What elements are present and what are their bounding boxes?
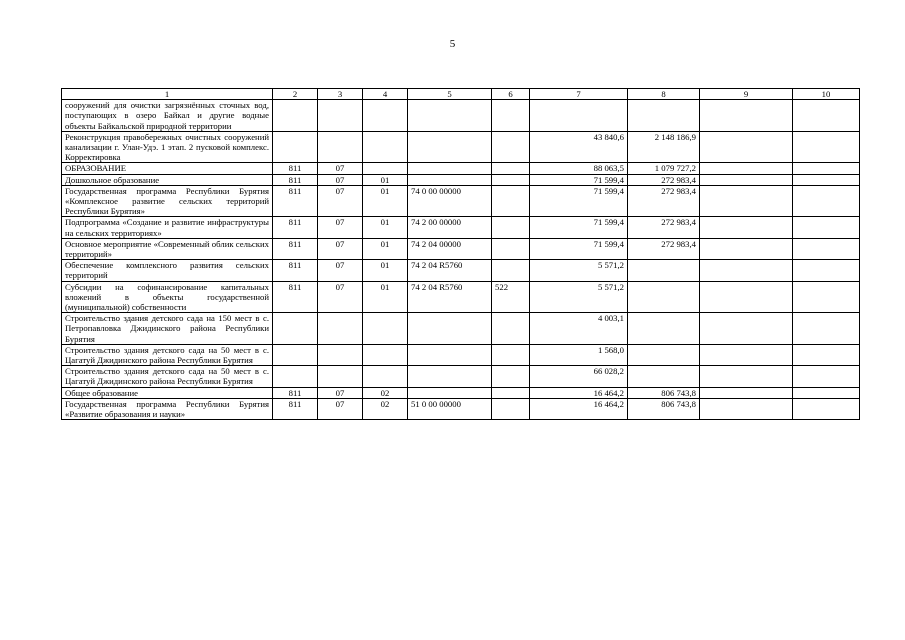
amount-col9-cell <box>700 131 793 163</box>
item-name-cell: Государственная программа Республики Бурятия «Комплексное развитие сельских территорий Республики Бурятия» <box>62 185 273 217</box>
ministry-code-cell <box>273 344 318 365</box>
amount-col9-cell <box>700 185 793 217</box>
amount-col9-cell <box>700 260 793 281</box>
ministry-code-cell: 811 <box>273 260 318 281</box>
section-code-cell <box>318 366 363 387</box>
page-number: 5 <box>449 38 456 50</box>
expense-type-cell <box>492 100 530 132</box>
amount-col9-cell <box>700 281 793 313</box>
header-row <box>62 89 860 100</box>
expense-type-cell <box>492 260 530 281</box>
item-name-cell: Государственная программа Республики Бурятия «Развитие образования и науки» <box>62 398 273 419</box>
ministry-code-cell: 811 <box>273 217 318 238</box>
section-code-cell: 07 <box>318 163 363 174</box>
subsection-code-cell: 01 <box>363 238 408 259</box>
target-article-cell: 74 2 04 R5760 <box>408 281 492 313</box>
item-name-cell: сооружений для очистки загрязнённых сточных вод, поступающих в озеро Байкал и другие водные объекты Байкальской природной территории <box>62 100 273 132</box>
target-article-cell <box>408 100 492 132</box>
subsection-code-cell <box>363 100 408 132</box>
target-article-cell <box>408 366 492 387</box>
column-header: 9 <box>700 89 793 100</box>
target-article-cell <box>408 131 492 163</box>
amount-col7-cell: 16 464,2 <box>530 387 628 398</box>
section-code-cell <box>318 131 363 163</box>
target-article-cell <box>408 387 492 398</box>
section-code-cell: 07 <box>318 387 363 398</box>
amount-col7-cell: 4 003,1 <box>530 313 628 345</box>
table-row <box>62 260 860 281</box>
amount-col7-cell: 1 568,0 <box>530 344 628 365</box>
item-name-cell: Строительство здания детского сада на 150 мест в с. Петропавловка Джидинского района Республики Бурятия <box>62 313 273 345</box>
expense-type-cell <box>492 131 530 163</box>
section-code-cell <box>318 344 363 365</box>
table-row <box>62 281 860 313</box>
section-code-cell: 07 <box>318 281 363 313</box>
expense-type-cell <box>492 398 530 419</box>
amount-col10-cell <box>793 100 860 132</box>
amount-col9-cell <box>700 174 793 185</box>
table-row <box>62 163 860 174</box>
expense-type-cell <box>492 344 530 365</box>
column-header: 7 <box>530 89 628 100</box>
item-name-cell: Реконструкция правобережных очистных сооружений канализации г. Улан-Удэ. 1 этап. 2 пусковой комплекс. Корректировка <box>62 131 273 163</box>
amount-col8-cell: 272 983,4 <box>628 217 700 238</box>
column-header: 3 <box>318 89 363 100</box>
expense-type-cell <box>492 313 530 345</box>
ministry-code-cell: 811 <box>273 185 318 217</box>
section-code-cell: 07 <box>318 217 363 238</box>
item-name-cell: Строительство здания детского сада на 50 мест в с. Цагатуй Джидинского района Республики Бурятия <box>62 344 273 365</box>
item-name-cell: Строительство здания детского сада на 50 мест в с. Цагатуй Джидинского района Республики Бурятия <box>62 366 273 387</box>
amount-col8-cell: 272 983,4 <box>628 174 700 185</box>
amount-col10-cell <box>793 344 860 365</box>
amount-col10-cell <box>793 313 860 345</box>
item-name-cell: Дошкольное образование <box>62 174 273 185</box>
item-name-cell: Общее образование <box>62 387 273 398</box>
amount-col7-cell: 71 599,4 <box>530 217 628 238</box>
subsection-code-cell: 01 <box>363 260 408 281</box>
column-header: 5 <box>408 89 492 100</box>
table-row <box>62 238 860 259</box>
table-row <box>62 217 860 238</box>
amount-col10-cell <box>793 217 860 238</box>
amount-col9-cell <box>700 387 793 398</box>
subsection-code-cell <box>363 366 408 387</box>
amount-col7-cell: 5 571,2 <box>530 260 628 281</box>
target-article-cell <box>408 344 492 365</box>
subsection-code-cell: 02 <box>363 387 408 398</box>
expense-type-cell <box>492 238 530 259</box>
amount-col10-cell <box>793 163 860 174</box>
table-row <box>62 174 860 185</box>
ministry-code-cell: 811 <box>273 174 318 185</box>
target-article-cell: 74 2 04 00000 <box>408 238 492 259</box>
section-code-cell: 07 <box>318 174 363 185</box>
amount-col8-cell: 806 743,8 <box>628 398 700 419</box>
target-article-cell: 51 0 00 00000 <box>408 398 492 419</box>
section-code-cell: 07 <box>318 260 363 281</box>
target-article-cell: 74 2 04 R5760 <box>408 260 492 281</box>
ministry-code-cell: 811 <box>273 398 318 419</box>
table-row <box>62 100 860 132</box>
ministry-code-cell <box>273 100 318 132</box>
amount-col10-cell <box>793 238 860 259</box>
table-row <box>62 398 860 419</box>
amount-col8-cell <box>628 366 700 387</box>
item-name-cell: Субсидии на софинансирование капитальных вложений в объекты государственной (муниципальной) собственности <box>62 281 273 313</box>
table-row <box>62 366 860 387</box>
section-code-cell: 07 <box>318 238 363 259</box>
expense-type-cell <box>492 163 530 174</box>
ministry-code-cell: 811 <box>273 238 318 259</box>
amount-col10-cell <box>793 398 860 419</box>
section-code-cell: 07 <box>318 398 363 419</box>
amount-col10-cell <box>793 387 860 398</box>
amount-col7-cell: 5 571,2 <box>530 281 628 313</box>
amount-col7-cell: 88 063,5 <box>530 163 628 174</box>
ministry-code-cell <box>273 313 318 345</box>
amount-col9-cell <box>700 217 793 238</box>
ministry-code-cell: 811 <box>273 387 318 398</box>
amount-col10-cell <box>793 174 860 185</box>
column-header: 6 <box>492 89 530 100</box>
expense-type-cell <box>492 174 530 185</box>
budget-table <box>61 88 860 420</box>
subsection-code-cell: 01 <box>363 174 408 185</box>
amount-col7-cell: 66 028,2 <box>530 366 628 387</box>
subsection-code-cell <box>363 163 408 174</box>
column-header: 8 <box>628 89 700 100</box>
ministry-code-cell <box>273 131 318 163</box>
section-code-cell <box>318 100 363 132</box>
target-article-cell <box>408 163 492 174</box>
amount-col7-cell: 71 599,4 <box>530 238 628 259</box>
amount-col7-cell <box>530 100 628 132</box>
target-article-cell: 74 2 00 00000 <box>408 217 492 238</box>
amount-col8-cell <box>628 281 700 313</box>
table-row <box>62 387 860 398</box>
amount-col8-cell <box>628 260 700 281</box>
amount-col7-cell: 71 599,4 <box>530 174 628 185</box>
amount-col10-cell <box>793 131 860 163</box>
amount-col10-cell <box>793 185 860 217</box>
target-article-cell <box>408 313 492 345</box>
ministry-code-cell: 811 <box>273 163 318 174</box>
subsection-code-cell: 01 <box>363 281 408 313</box>
amount-col7-cell: 71 599,4 <box>530 185 628 217</box>
amount-col8-cell: 272 983,4 <box>628 238 700 259</box>
table-body <box>62 100 860 420</box>
item-name-cell: Подпрограмма «Создание и развитие инфраструктуры на сельских территориях» <box>62 217 273 238</box>
amount-col8-cell: 2 148 186,9 <box>628 131 700 163</box>
column-header: 4 <box>363 89 408 100</box>
table-row <box>62 344 860 365</box>
amount-col9-cell <box>700 344 793 365</box>
column-header: 1 <box>62 89 273 100</box>
item-name-cell: Основное мероприятие «Современный облик сельских территорий» <box>62 238 273 259</box>
amount-col7-cell: 43 840,6 <box>530 131 628 163</box>
item-name-cell: ОБРАЗОВАНИЕ <box>62 163 273 174</box>
subsection-code-cell <box>363 344 408 365</box>
table-row <box>62 185 860 217</box>
amount-col9-cell <box>700 163 793 174</box>
section-code-cell <box>318 313 363 345</box>
amount-col10-cell <box>793 260 860 281</box>
table-row <box>62 313 860 345</box>
subsection-code-cell: 01 <box>363 217 408 238</box>
expense-type-cell <box>492 185 530 217</box>
expense-type-cell: 522 <box>492 281 530 313</box>
expense-type-cell <box>492 366 530 387</box>
amount-col8-cell <box>628 344 700 365</box>
column-header: 2 <box>273 89 318 100</box>
amount-col9-cell <box>700 313 793 345</box>
table-row <box>62 131 860 163</box>
amount-col9-cell <box>700 398 793 419</box>
amount-col10-cell <box>793 281 860 313</box>
amount-col9-cell <box>700 238 793 259</box>
target-article-cell: 74 0 00 00000 <box>408 185 492 217</box>
amount-col9-cell <box>700 366 793 387</box>
amount-col8-cell <box>628 100 700 132</box>
ministry-code-cell: 811 <box>273 281 318 313</box>
target-article-cell <box>408 174 492 185</box>
subsection-code-cell <box>363 131 408 163</box>
column-header: 10 <box>793 89 860 100</box>
expense-type-cell <box>492 217 530 238</box>
subsection-code-cell: 01 <box>363 185 408 217</box>
amount-col8-cell <box>628 313 700 345</box>
section-code-cell: 07 <box>318 185 363 217</box>
amount-col10-cell <box>793 366 860 387</box>
amount-col8-cell: 1 079 727,2 <box>628 163 700 174</box>
amount-col9-cell <box>700 100 793 132</box>
item-name-cell: Обеспечение комплексного развития сельских территорий <box>62 260 273 281</box>
subsection-code-cell: 02 <box>363 398 408 419</box>
amount-col8-cell: 806 743,8 <box>628 387 700 398</box>
expense-type-cell <box>492 387 530 398</box>
subsection-code-cell <box>363 313 408 345</box>
amount-col7-cell: 16 464,2 <box>530 398 628 419</box>
amount-col8-cell: 272 983,4 <box>628 185 700 217</box>
ministry-code-cell <box>273 366 318 387</box>
